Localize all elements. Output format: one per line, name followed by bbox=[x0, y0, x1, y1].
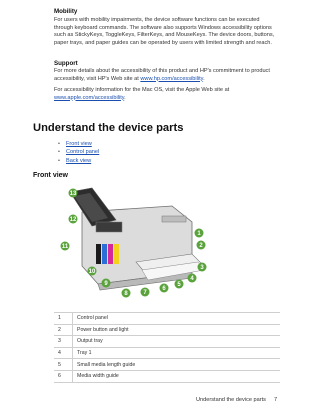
section-links bbox=[58, 140, 99, 165]
table-row bbox=[54, 347, 280, 359]
callout-5 bbox=[175, 280, 184, 289]
callout-1 bbox=[195, 229, 204, 238]
list-item bbox=[58, 140, 99, 148]
cartridge-magenta bbox=[108, 244, 113, 264]
mac-paragraph bbox=[54, 87, 280, 102]
callout-label: 6 bbox=[162, 286, 166, 293]
callout-label: 8 bbox=[124, 291, 128, 298]
front-view-heading: Front view bbox=[33, 172, 69, 179]
callout-8 bbox=[122, 289, 131, 298]
part-number: 3 bbox=[54, 336, 73, 348]
mac-text: For accessibility information for the Mac OS, visit the Apple Web site at bbox=[54, 87, 230, 93]
mobility-paragraph: For users with mobility impairments, the device software functions can be executed through keyboard commands. The software also supports Windows accessibility options such as StickyKeys, ToggleKeys, FilterKeys, and MouseKeys. The device doors, buttons, paper trays, and paper guides can be operated by users with limited strength and reach. bbox=[54, 17, 275, 46]
callout-label: 3 bbox=[200, 265, 204, 272]
part-number: 5 bbox=[54, 359, 73, 371]
callout-label: 12 bbox=[69, 217, 77, 224]
part-label: Control panel bbox=[73, 313, 281, 325]
callout-3 bbox=[198, 263, 207, 272]
callout-10 bbox=[88, 267, 97, 276]
callout-label: 9 bbox=[104, 281, 108, 288]
callout-label: 2 bbox=[199, 243, 203, 250]
section-title: Understand the device parts bbox=[33, 122, 184, 134]
control-panel-strip bbox=[162, 216, 186, 222]
callout-9 bbox=[102, 279, 111, 288]
callout-label: 7 bbox=[143, 290, 147, 297]
part-number: 2 bbox=[54, 324, 73, 336]
support-text-end: . bbox=[203, 75, 205, 82]
part-number: 4 bbox=[54, 347, 73, 359]
footer-page-number: 7 bbox=[274, 397, 278, 403]
callout-label: 4 bbox=[190, 276, 194, 283]
part-label: Tray 1 bbox=[73, 347, 281, 359]
control-panel-link[interactable]: Control panel bbox=[66, 149, 100, 156]
callout-11 bbox=[61, 242, 70, 251]
support-heading: Support bbox=[54, 60, 78, 67]
table-row bbox=[54, 324, 280, 336]
mobility-heading: Mobility bbox=[54, 8, 78, 15]
parts-table bbox=[54, 312, 280, 383]
part-label: Media width guide bbox=[73, 370, 281, 382]
part-label: Small media length guide bbox=[73, 359, 281, 371]
cartridge-cyan bbox=[102, 244, 107, 264]
callout-label: 1 bbox=[197, 231, 201, 238]
part-number: 1 bbox=[54, 313, 73, 325]
support-paragraph bbox=[54, 68, 280, 83]
list-item bbox=[58, 157, 99, 165]
callout-label: 10 bbox=[88, 269, 96, 276]
part-label: Power button and light bbox=[73, 324, 281, 336]
callout-6 bbox=[160, 284, 169, 293]
table-row bbox=[54, 313, 280, 325]
part-number: 6 bbox=[54, 370, 73, 382]
back-view-link[interactable]: Back view bbox=[66, 157, 92, 164]
callout-label: 13 bbox=[69, 191, 77, 198]
printer-front-illustration bbox=[52, 186, 212, 302]
table-row bbox=[54, 336, 280, 348]
apple-accessibility-link[interactable]: www.apple.com/accessibility bbox=[54, 94, 125, 101]
printheads bbox=[96, 222, 122, 232]
callout-7 bbox=[141, 288, 150, 297]
table-row bbox=[54, 359, 280, 371]
callout-13 bbox=[69, 189, 78, 198]
callout-12 bbox=[69, 215, 78, 224]
front-view-link[interactable]: Front view bbox=[66, 141, 92, 147]
callout-label: 5 bbox=[177, 282, 181, 289]
cartridge-black bbox=[96, 244, 101, 264]
table-row bbox=[54, 370, 280, 382]
mac-text-end: . bbox=[124, 94, 126, 101]
support-text: For more details about the accessibility of this product and HP's commitment to product accessibility, visit HP's Web site at bbox=[54, 68, 270, 82]
part-label: Output tray bbox=[73, 336, 281, 348]
footer-section-title: Understand the device parts bbox=[196, 397, 266, 403]
callout-2 bbox=[197, 241, 206, 250]
hp-accessibility-link[interactable]: www.hp.com/accessibility bbox=[140, 75, 204, 82]
callout-4 bbox=[188, 274, 197, 283]
callout-label: 11 bbox=[61, 244, 69, 251]
list-item bbox=[58, 148, 99, 156]
cartridge-yellow bbox=[114, 244, 119, 264]
